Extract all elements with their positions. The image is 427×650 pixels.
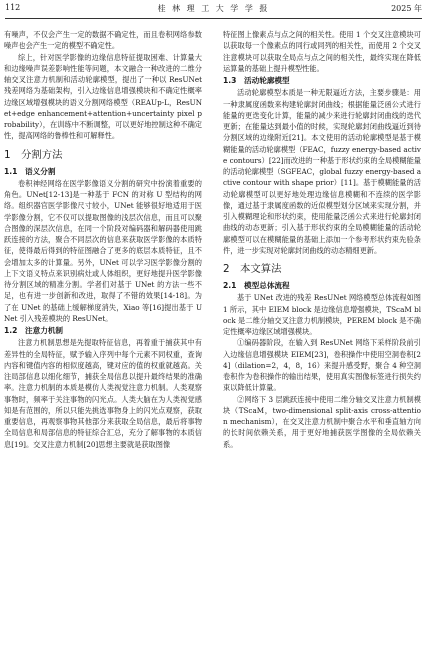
page-number: 112 — [5, 3, 21, 12]
subsection-heading: 2.1 模型总体流程 — [223, 281, 290, 290]
paragraph: 综上，针对医学影像的边缘信息特征提取困难、计算量大和边缘噪声误差影响性能等问题，本文融合一种改进的二维分轴交叉注意力机制和活动轮廓模型，提出了一种以 ResUNet 残差网络为基础架构，引入边缘信息增强模块和不确定性概率边缘区域增强模块的语义分割网络模型（REAUp-L，ResUNet+edge enhancement+attention+uncertainty pixel probability），在训练中不断调整，可以更好地控制这种不确定性，提高网络的鲁棒性和可解释性。 — [4, 52, 202, 141]
paragraph: ①编码器阶段，在输入到 ResUNet 网络下采样阶段前引入边缘信息增强模块 EIEM[23]，卷积操作中使用空洞卷积[24]（dilation=2，4，8，16）来提升感受野，聚合 4 种空洞卷积作为卷积操作的输出结果，使用真实图像标签进行损失约束以降低计算量。 — [223, 338, 421, 393]
journal-title: 桂 林 理 工 大 学 学 报 — [157, 4, 270, 13]
section-heading: 2 本文算法 — [223, 263, 282, 275]
paragraph: 活动轮廓模型本质是一种无限逼近方法，主要步骤是：用一种隶属度函数来构建轮廓封闭曲线；根据能量泛函公式进行能量的更迭变化计算，能量的减少来进行轮廓封闭曲线的迭代更新；在能量达到最小值的时候，实现轮廓封闭曲线逼近到待分割区域的边缘附近[21]。本文使用的活动轮廓模型是基于模糊能量的活动轮廓模型（FEAC，fuzzy energy-based active contours）[22]而改进的一种基于形状约束的全局模糊能量的活动轮廓模型（SGFEAC，global fuzzy energy-based active contour with shape prior）[11]。基于模糊能量的活动轮廓模型可以更好地处理边缘信息模糊和不连续的医学影像，通过基于隶属度函数的近似模型划分区域来实现分割，并引入模糊理论和形状约束，使用能量泛函公式来进行轮廓封闭曲线的动态更新；引入基于形状约束的全局模糊能量的活动轮廓模型可以在模糊能量的基础上添加一个参考形状约束先验条件，进一步实现对轮廓封闭曲线的动态精细更新。 — [223, 88, 421, 255]
paragraph: 卷积神经网络在医学影像语义分割的研究中扮演着重要的角色。UNet[12-13]是一种基于 FCN 的对称 U 型结构的网络。组织器官医学影像尺寸较小，UNet 能够很好地适用于医学影像分割，它不仅可以提取图像的浅层次信息，而且可以聚合图像的深层次信息，在同一个阶段对编码器和解码器使用跳跃连接的方法，聚合不同层次的信息来获取医学影像的本质特征，使得最后得到的特征图融合了更多的底层本质特征，且不会增加太多的计算量。另外，UNet 可以学习医学影像分割的上下文语义特点来识别病灶或人体组织，更好地提升医学影像待分割区域的精准分割。学者们对基于 UNet 的方法一些不足，也有进一步创新和改进，取得了不错的效果[14-18]。为了在 UNet 的基础上缓解梯度消失，Xiao 等[16]提出基于 UNet 引入残差模块的 ResUNet。 — [4, 178, 202, 323]
subsection-heading: 1.2 注意力机制 — [4, 326, 64, 335]
left-column — [4, 29, 202, 450]
right-column — [223, 29, 421, 450]
publication-year: 2025 年 — [391, 4, 422, 13]
section-heading: 1 分割方法 — [4, 148, 63, 161]
paragraph: 特征图上像素点与点之间的相关性。使用 1 个交叉注意模块可以获取每一个像素点的同行或同列的相关性，而使用 2 个交叉注意模块可以获取全局点与点之间的相关性，最终实现在降低运算量的基础上提升模型性能。 — [223, 30, 421, 73]
paragraph: 有噪声，不仅会产生一定的数据不确定性，而且卷积网络参数噪声也会产生一定的模型不确定性。 — [4, 30, 202, 51]
page-header — [0, 3, 427, 19]
subsection-heading: 1.1 语义分割 — [4, 166, 56, 176]
paragraph: ②网络下 3 层跳跃连接中使用二维分轴交叉注意力机制模块（TScaM，two-dimensional split-axis cross-attention mechanism），在交叉注意力机制中聚合水平和垂直轴方向的长时间依赖关系，用于更好地捕获医学图像的全局依赖关系。 — [223, 394, 421, 449]
paragraph: 基于 UNet 改进的残差 ResUNet 网络模型总体流程如图 1 所示，其中 EIEM block 是边缘信息增强模块，TScaM block 是二维分轴交叉注意力机制模块，PEREM block 是不确定性概率边缘区域增强模块。 — [223, 293, 421, 336]
header-rule — [5, 18, 422, 19]
subsection-heading: 1.3 活动轮廓模型 — [223, 76, 290, 85]
paragraph: 注意力机制思想是先提取特征信息，再着重于捕获其中有差异性的全局特征，赋予输入序列中每个元素不同权重，查询内容和键值内容的相似度越高，键对应的值的权重就越高。关注局部信息以细化细节，捕获全局信息以提升最终结果的准确率。注意力机制的本质是模仿人类视觉注意力机制。人类观察事物时，频率于关注事物的闪光点。人类大脑在为人类视觉感知是有范围的，所以只能先挑选事物身上的闪光点观察，获取重要信息，再观察事物其他部分来获取全局信息，最后将事物全局信息和局部信息的特征综合汇总，充分了解事物的本质信息[19]。交叉注意力机制[20]思想主要就是获取图像 — [4, 338, 202, 449]
